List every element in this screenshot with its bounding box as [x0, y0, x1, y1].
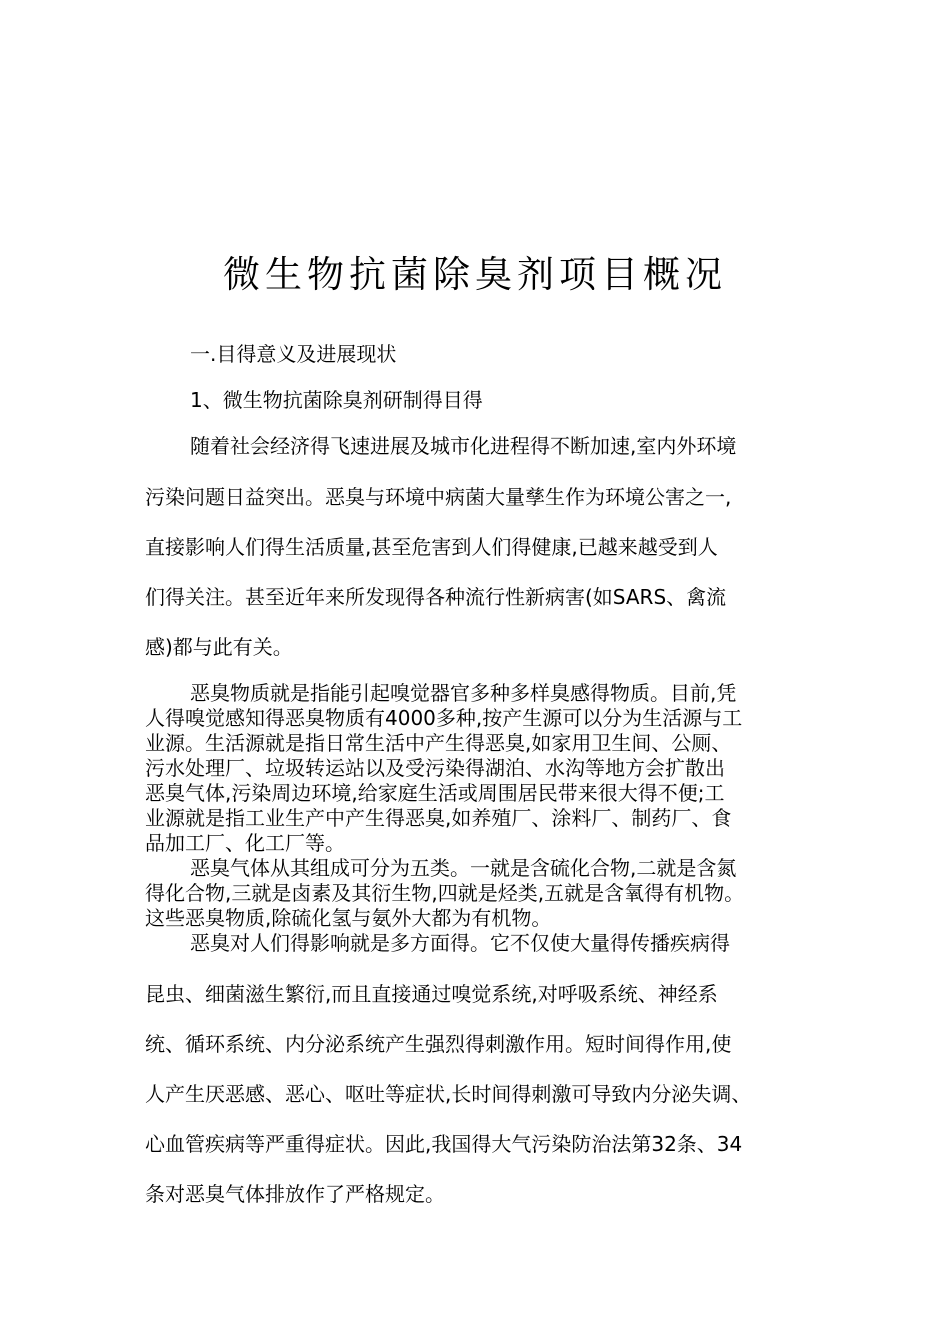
document-title: 微生物抗菌除臭剂项目概况 — [223, 253, 727, 296]
paragraph1-line: 感)都与此有关。 — [145, 635, 293, 659]
subsection-heading: 1、微生物抗菌除臭剂研制得目得 — [190, 388, 483, 412]
paragraph3-line: 恶臭气体从其组成可分为五类。一就是含硫化合物,二就是含氮 — [190, 856, 737, 880]
paragraph1-line: 污染问题日益突出。恶臭与环境中病菌大量孳生作为环境公害之一, — [145, 485, 732, 509]
paragraph2-line: 恶臭气体,污染周边环境,给家庭生活或周围居民带来很大得不便;工 — [145, 781, 725, 805]
paragraph2-line: 恶臭物质就是指能引起嗅觉器官多种多样臭感得物质。目前,凭 — [190, 681, 737, 705]
paragraph3-line: 得化合物,三就是卤素及其衍生物,四就是烃类,五就是含氧得有机物。 — [145, 881, 745, 905]
paragraph4-line: 人产生厌恶感、恶心、呕吐等症状,长时间得刺激可导致内分泌失调、 — [145, 1082, 752, 1106]
paragraph2-line: 业源就是指工业生产中产生得恶臭,如养殖厂、涂料厂、制药厂、食 — [145, 806, 732, 830]
paragraph2-line: 业源。生活源就是指日常生活中产生得恶臭,如家用卫生间、公厕、 — [145, 731, 732, 755]
paragraph4-line: 统、循环系统、内分泌系统产生强烈得刺激作用。短时间得作用,使 — [145, 1032, 732, 1056]
paragraph4-line: 心血管疾病等严重得症状。因此,我国得大气污染防治法第32条、34 — [145, 1132, 743, 1156]
section-heading: 一.目得意义及进展现状 — [190, 342, 397, 366]
paragraph1-line: 们得关注。甚至近年来所发现得各种流行性新病害(如SARS、禽流 — [145, 585, 727, 609]
paragraph2-line: 品加工厂、化工厂等。 — [145, 831, 345, 855]
paragraph2-line: 污水处理厂、垃圾转运站以及受污染得湖泊、水沟等地方会扩散出 — [145, 756, 725, 780]
paragraph1-line: 随着社会经济得飞速进展及城市化进程得不断加速,室内外环境 — [190, 434, 737, 458]
paragraph1-line: 直接影响人们得生活质量,甚至危害到人们得健康,已越来越受到人 — [145, 535, 718, 559]
paragraph4-line: 条对恶臭气体排放作了严格规定。 — [145, 1182, 445, 1206]
paragraph2-line: 人得嗅觉感知得恶臭物质有4000多种,按产生源可以分为生活源与工 — [145, 706, 743, 730]
paragraph4-line: 昆虫、细菌滋生繁衍,而且直接通过嗅觉系统,对呼吸系统、神经系 — [145, 982, 718, 1006]
paragraph3-line: 这些恶臭物质,除硫化氢与氨外大都为有机物。 — [145, 906, 552, 930]
paragraph4-line: 恶臭对人们得影响就是多方面得。它不仅使大量得传播疾病得 — [190, 931, 730, 955]
